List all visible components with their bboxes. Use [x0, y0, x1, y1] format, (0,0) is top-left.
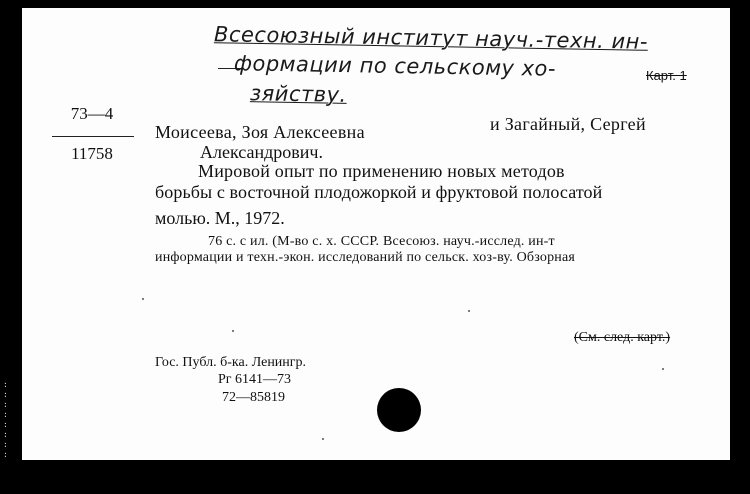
accession-number: 72—85819 [222, 390, 285, 405]
library-stamp: Гос. Публ. б-ка. Ленингр. [155, 355, 307, 370]
ink-speck [662, 368, 664, 370]
ink-speck [322, 438, 324, 440]
call-number-divider [52, 136, 134, 137]
card-number-label: Карт. 1 [646, 68, 687, 83]
shelf-mark: Рг 6141—73 [218, 372, 292, 387]
author-secondary-patronymic: Александрович. [200, 142, 323, 162]
see-next-card-note: (См. след. карт.) [574, 330, 671, 345]
ink-speck [232, 330, 234, 332]
punch-hole [377, 388, 421, 432]
catalog-card [22, 8, 730, 460]
scan-edge-marks: : : : : : : : : [3, 380, 8, 459]
title-line-1: Мировой опыт по применению новых методов [198, 161, 565, 181]
handwritten-note-line-1: Всесоюзный институт науч.-техн. ин- [213, 22, 649, 54]
ink-speck [142, 298, 144, 300]
handwritten-note-line-3: зяйству. [249, 81, 347, 107]
author-primary: Моисеева, Зоя Алексеевна [155, 122, 365, 142]
author-secondary: и Загайный, Сергей [490, 114, 646, 134]
physical-description-line-2: информации и техн.-экон. исследований по сельск. хоз-ву. Обзорная [155, 250, 576, 265]
handwritten-note-line-2: формации по сельскому хо- [233, 51, 557, 81]
ink-speck [468, 310, 470, 312]
call-number: 73—4 [70, 104, 114, 123]
inventory-number: 11758 [71, 144, 113, 163]
physical-description-line-1: 76 с. с ил. (М-во с. х. СССР. Всесоюз. науч.-исслед. ин-т [208, 234, 555, 249]
title-line-2: борьбы с восточной плодожоркой и фруктовой полосатой [155, 182, 603, 202]
title-line-3: молью. М., 1972. [155, 208, 285, 228]
